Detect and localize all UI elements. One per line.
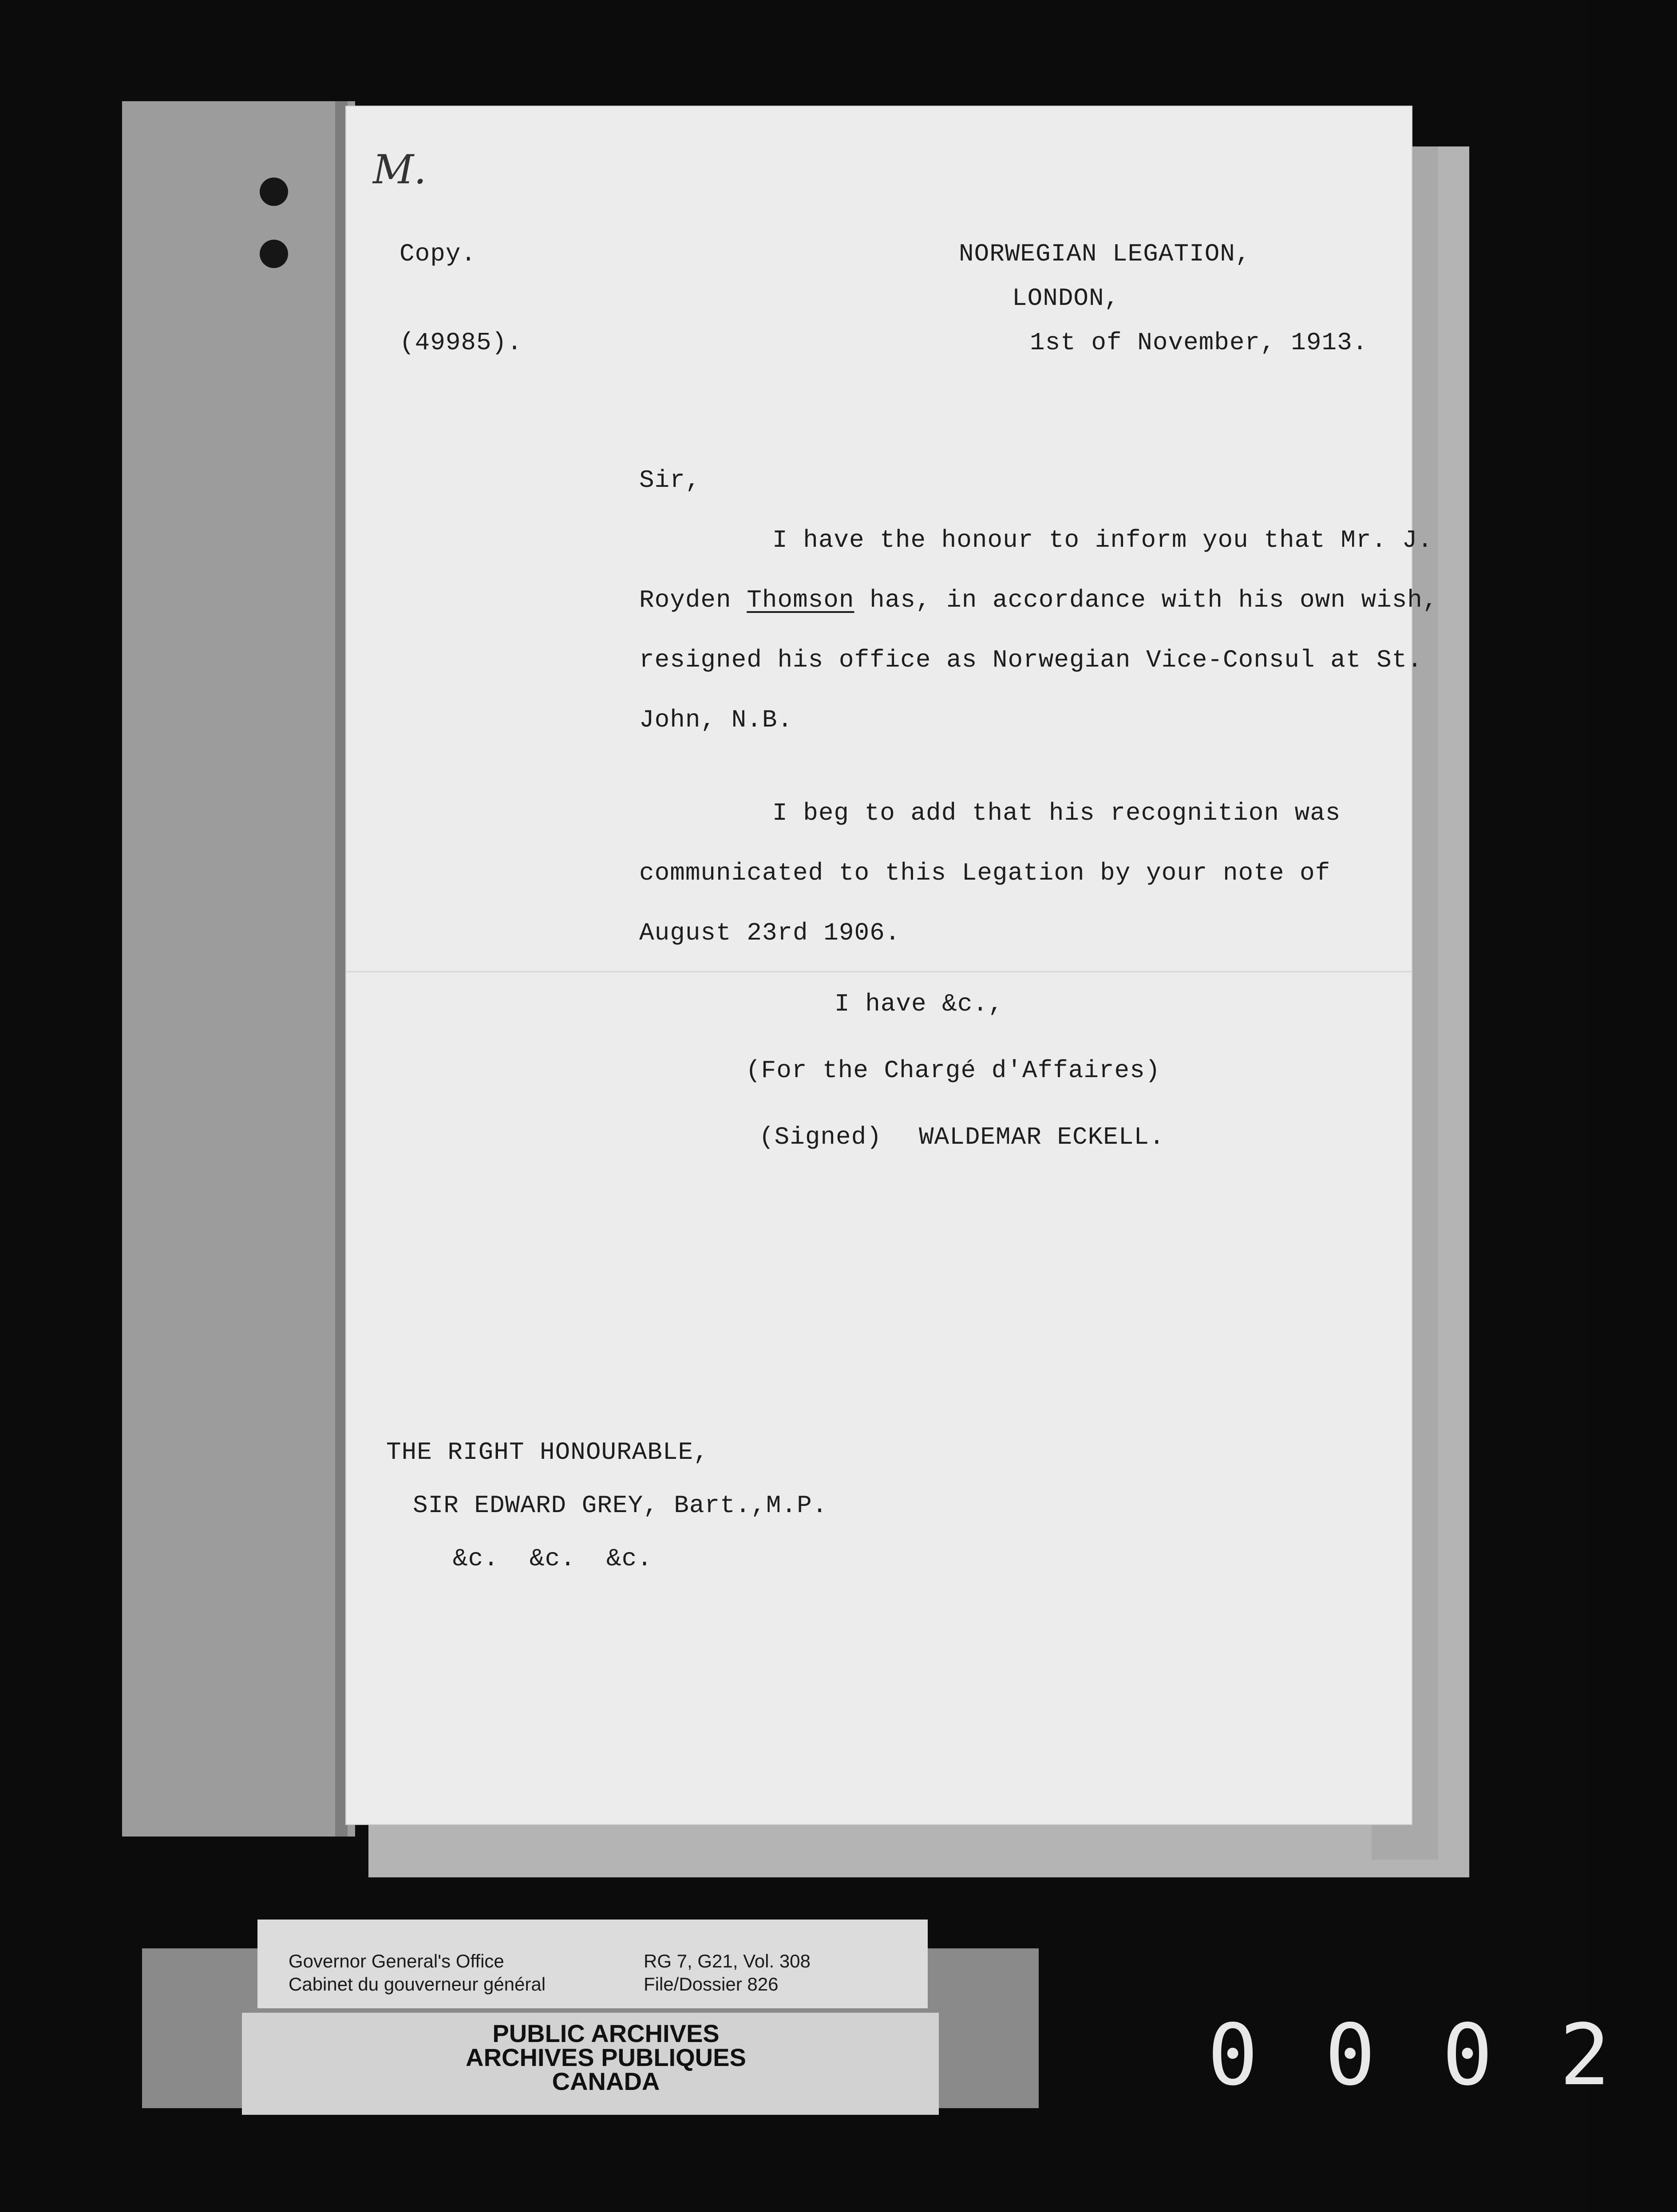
body-line: communicated to this Legation by your note of bbox=[639, 859, 1331, 887]
folder-edge bbox=[335, 101, 348, 1837]
addressee-name: SIR EDWARD GREY, Bart.,M.P. bbox=[413, 1491, 828, 1520]
sender-legation: NORWEGIAN LEGATION, bbox=[959, 240, 1251, 268]
addressee-title: THE RIGHT HONOURABLE, bbox=[386, 1438, 709, 1466]
body-line: I have the honour to inform you that Mr. J. bbox=[772, 526, 1433, 554]
body-text: Royden bbox=[639, 586, 747, 614]
reference-number: (49985). bbox=[399, 328, 522, 357]
letter-date: 1st of November, 1913. bbox=[1030, 328, 1368, 357]
signed-label: (Signed) bbox=[759, 1123, 882, 1151]
stamp-line: ARCHIVES PUBLIQUES bbox=[466, 2043, 746, 2071]
addressee-etc: &c. &c. &c. bbox=[453, 1544, 653, 1573]
sender-city: LONDON, bbox=[1012, 284, 1120, 312]
salutation: Sir, bbox=[639, 466, 701, 494]
label-office-fr: Cabinet du gouverneur général bbox=[289, 1974, 546, 1995]
punch-hole bbox=[260, 178, 288, 206]
body-line: resigned his office as Norwegian Vice-Consul at St. bbox=[639, 646, 1423, 674]
stamp-line: CANADA bbox=[552, 2067, 660, 2095]
body-line bbox=[639, 586, 1438, 614]
closing: I have &c., bbox=[835, 990, 1004, 1018]
punch-hole bbox=[260, 240, 288, 268]
underlined-name: Thomson bbox=[747, 586, 854, 614]
pencil-annotation: M. bbox=[373, 146, 427, 193]
label-office-en: Governor General's Office bbox=[289, 1951, 504, 1971]
body-line: I beg to add that his recognition was bbox=[772, 799, 1341, 827]
folder-cover bbox=[122, 101, 355, 1837]
copy-note: Copy. bbox=[399, 240, 477, 268]
stamp-line: PUBLIC ARCHIVES bbox=[492, 2019, 720, 2047]
archive-label bbox=[257, 1920, 928, 2008]
fold-line bbox=[346, 971, 1412, 972]
frame-number: 0002 bbox=[1207, 2006, 1677, 2104]
signer-name: WALDEMAR ECKELL. bbox=[919, 1123, 1165, 1151]
archive-stamp bbox=[355, 2019, 857, 2095]
label-ref-file: File/Dossier 826 bbox=[644, 1974, 779, 1995]
body-line: August 23rd 1906. bbox=[639, 919, 901, 947]
body-line: John, N.B. bbox=[639, 706, 793, 734]
chargé-line: (For the Chargé d'Affaires) bbox=[746, 1056, 1161, 1085]
label-ref-vol: RG 7, G21, Vol. 308 bbox=[644, 1951, 811, 1971]
letter-page bbox=[346, 107, 1438, 1824]
body-text: has, in accordance with his own wish, bbox=[854, 586, 1438, 614]
